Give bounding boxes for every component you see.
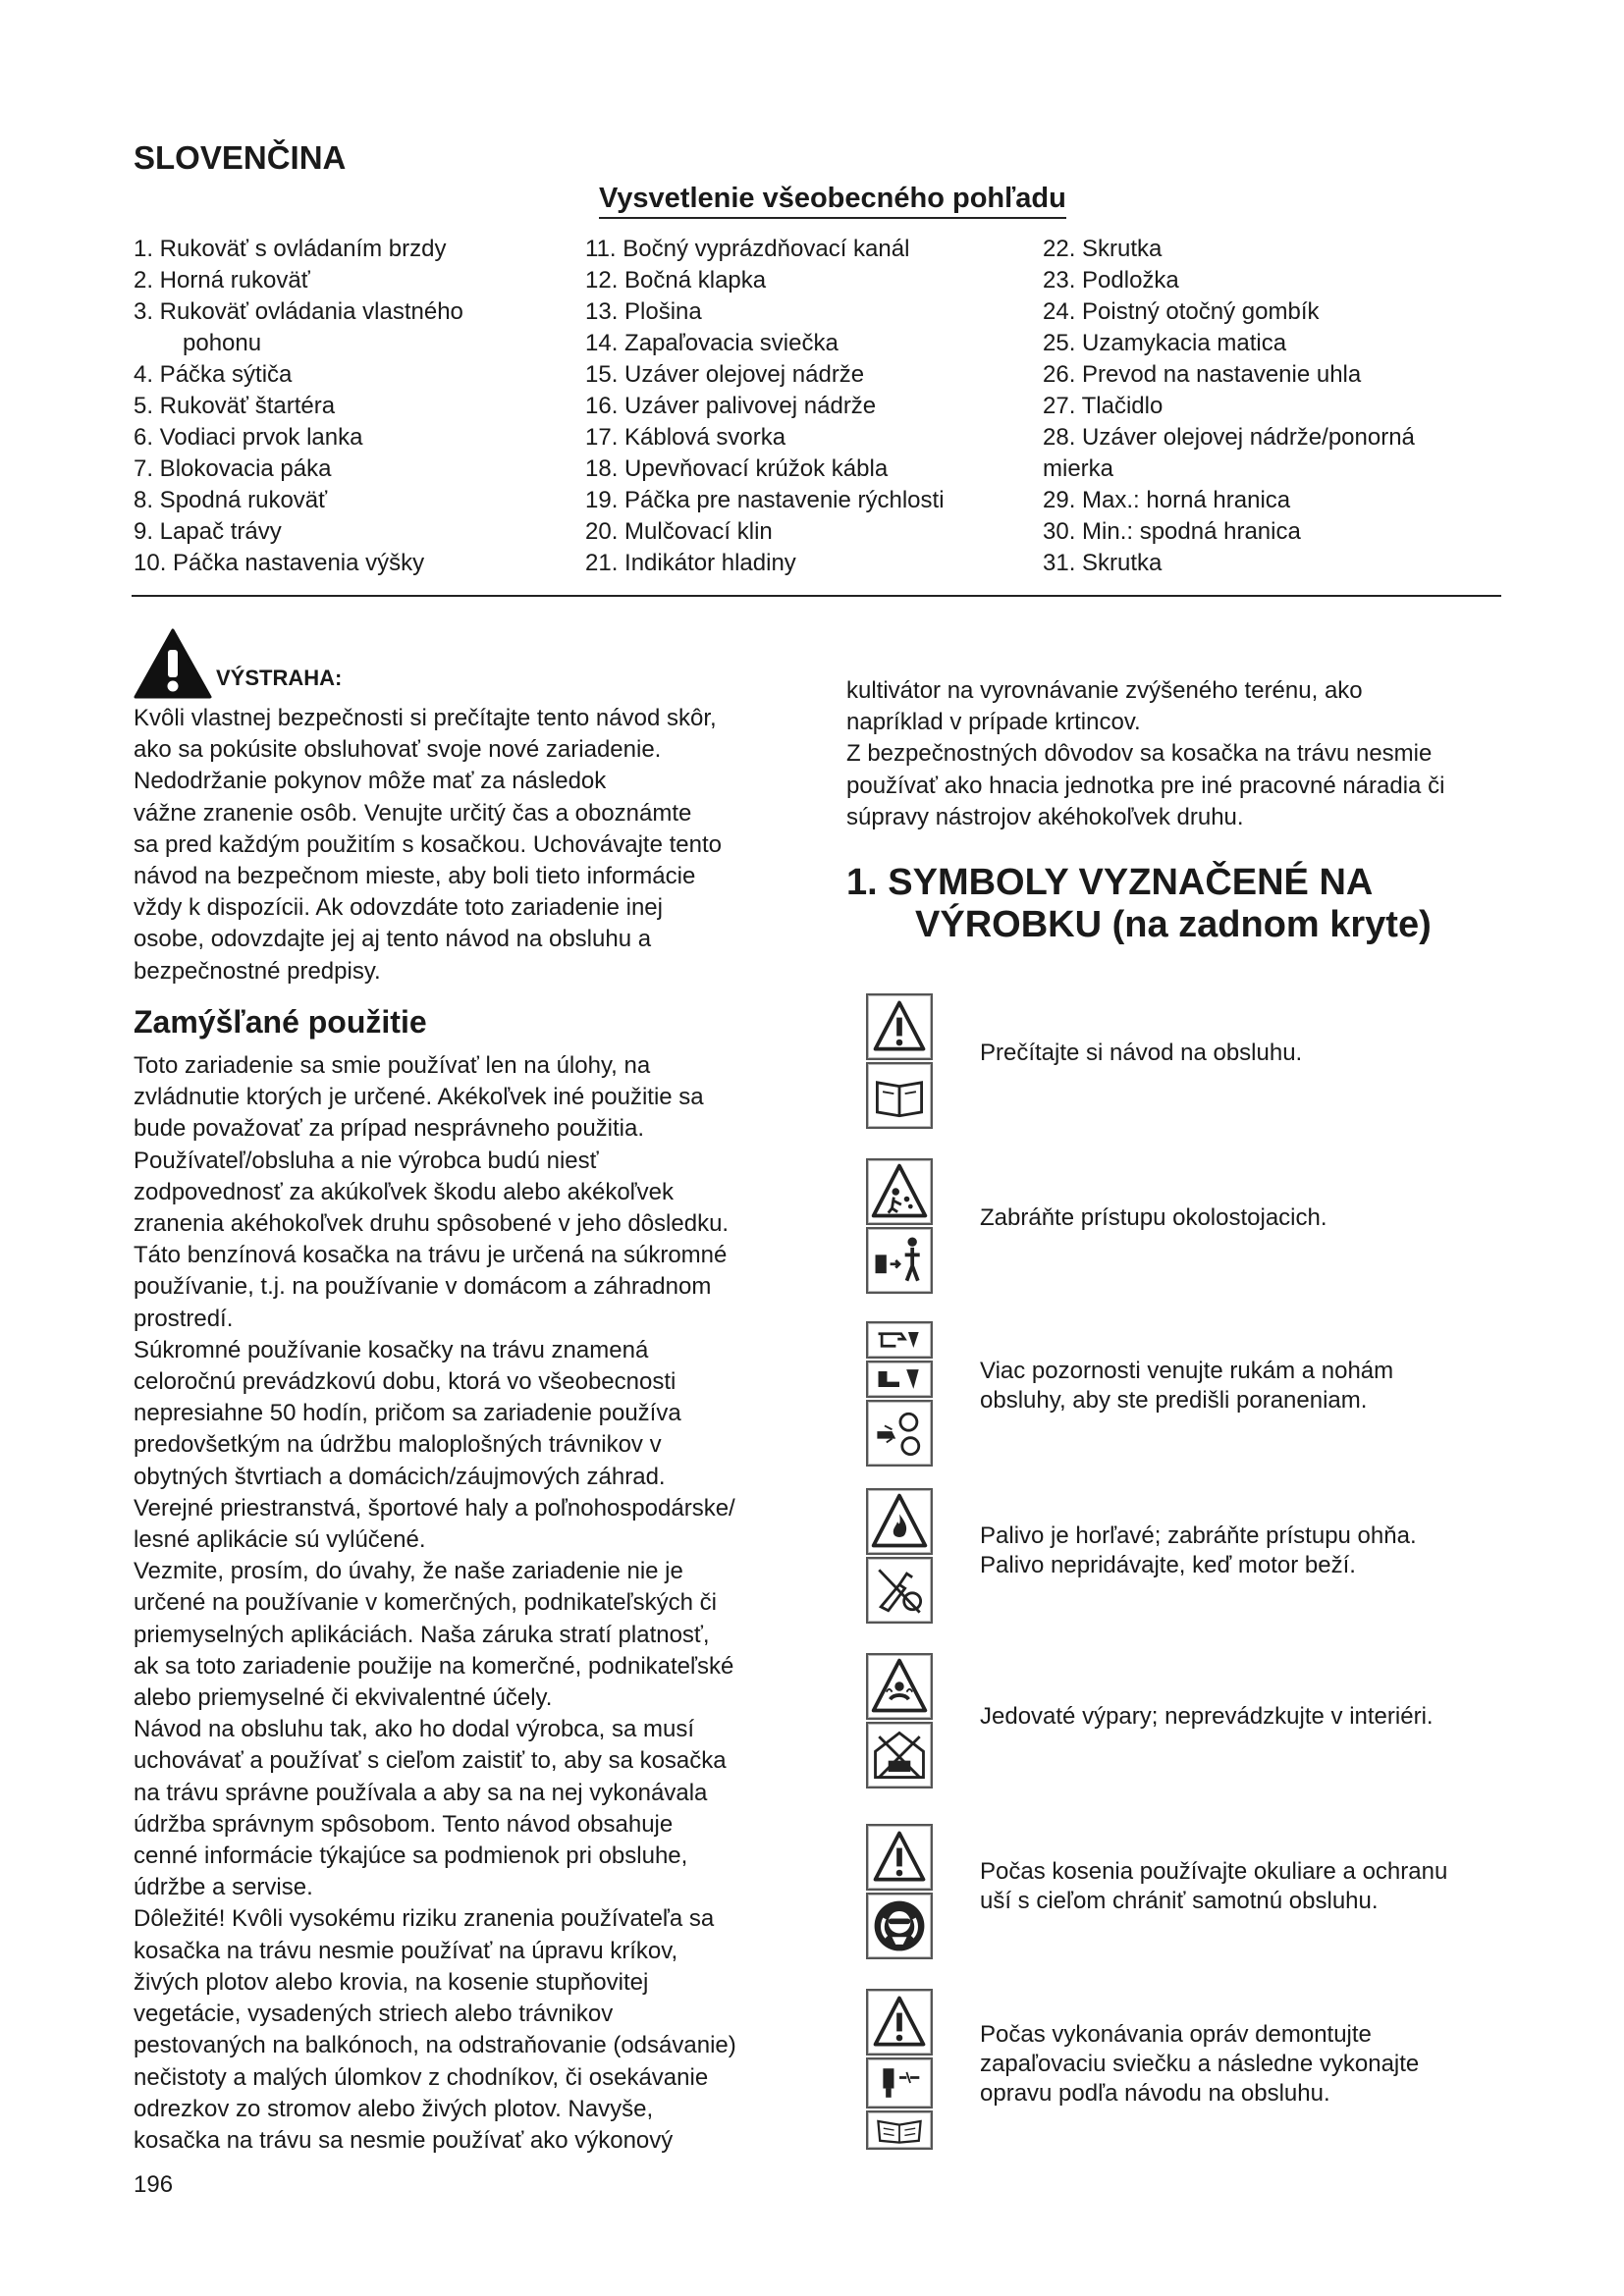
text-line: zvládnutie ktorých je určené. Akékoľvek iné použitie sa (134, 1084, 704, 1111)
part-item: 22. Skrutka (1043, 236, 1163, 262)
text-line: Viac pozornosti venujte rukám a nohám (980, 1358, 1394, 1384)
text-line: živých plotov alebo krovia, na kosenie stupňovitej (134, 1968, 649, 1996)
page-number: 196 (134, 2171, 174, 2198)
part-item: 31. Skrutka (1043, 550, 1163, 576)
part-item: 15. Uzáver olejovej nádrže (585, 361, 865, 388)
language-heading: SLOVENČINA (134, 139, 347, 176)
parts-list-title: Vysvetlenie všeobecného pohľadu (599, 183, 1066, 219)
part-item: 10. Páčka nastavenia výšky (134, 550, 425, 576)
part-item: 28. Uzáver olejovej nádrže/ponorná (1043, 424, 1415, 451)
text-line: údržbe a servise. (134, 1874, 313, 1901)
warning-triangle-icon (134, 628, 212, 699)
part-item: 27. Tlačidlo (1043, 393, 1164, 419)
text-line: kultivátor na vyrovnávanie zvýšeného terénu, ako (846, 677, 1363, 704)
text-line: používanie, t.j. na používanie v domácom a záhradnom (134, 1273, 712, 1301)
symbol-description (980, 1857, 1510, 1916)
text-line: Počas vykonávania opráv demontujte (980, 2021, 1372, 2048)
text-line: predovšetkým na údržbu maloplošných trávnikov v (134, 1431, 662, 1459)
part-item: 25. Uzamykacia matica (1043, 330, 1287, 356)
text-line: údržba správnym spôsobom. Tento návod obsahuje (134, 1810, 674, 1838)
text-line: Kvôli vlastnej bezpečnosti si prečítajte tento návod skôr, (134, 705, 717, 731)
text-line: obsluhy, aby ste predišli poraneniam. (980, 1387, 1368, 1414)
continued-text (846, 675, 1514, 833)
text-line: vegetácie, vysadených striech alebo trávnikov (134, 2001, 614, 2028)
no-refuel-running-icon (866, 1557, 933, 1624)
part-item: pohonu (183, 330, 262, 356)
text-line: Palivo nepridávajte, keď motor beží. (980, 1552, 1356, 1578)
no-indoor-operation-icon (866, 1722, 933, 1789)
text-line: Nedodržanie pokynov môže mať za následok (134, 768, 607, 795)
text-line: Verejné priestranstvá, športové haly a poľnohospodárske/ (134, 1494, 735, 1522)
text-line: Vezmite, prosím, do úvahy, že naše zariadenie nie je (134, 1558, 683, 1585)
part-item: 21. Indikátor hladiny (585, 550, 796, 576)
text-line: súpravy nástrojov akéhokoľvek druhu. (846, 803, 1244, 830)
text-line: Z bezpečnostných dôvodov sa kosačka na trávu nesmie (846, 740, 1433, 768)
text-line: návod na bezpečnom mieste, aby boli tieto informácie (134, 863, 696, 890)
text-line: napríklad v prípade krtincov. (846, 709, 1141, 736)
parts-column-2 (585, 234, 945, 579)
symbol-description (980, 1357, 1510, 1415)
text-line: Súkromné používanie kosačky na trávu znamená (134, 1336, 649, 1363)
symbol-description (980, 1203, 1510, 1233)
text-line: vždy k dispozícii. Ak odovzdáte toto zariadenie inej (134, 894, 663, 922)
text-line: Jedovaté výpary; neprevádzkujte v interiéri. (980, 1703, 1434, 1730)
part-item: 26. Prevod na nastavenie uhla (1043, 361, 1362, 388)
keep-bystanders-away-icon (866, 1227, 933, 1294)
text-line: odrezkov zo stromov alebo živých plotov. Navyše, (134, 2095, 654, 2122)
warning-header (134, 628, 342, 699)
thrown-object-warning-icon (866, 1158, 933, 1225)
part-item: 19. Páčka pre nastavenie rýchlosti (585, 487, 945, 513)
text-line: Palivo je horľavé; zabráňte prístupu ohňa. (980, 1522, 1417, 1549)
parts-column-3 (1043, 234, 1415, 579)
part-item: 7. Blokovacia páka (134, 455, 332, 482)
intended-use-heading: Zamýšľané použitie (134, 1004, 427, 1040)
manual-book-icon (866, 2110, 933, 2150)
text-line: Prečítajte si návod na obsluhu. (980, 1040, 1303, 1066)
warning-text (134, 703, 801, 988)
toxic-fumes-warning-icon (866, 1653, 933, 1720)
rotating-blade-icon (866, 1400, 933, 1467)
text-line: vážne zranenie osôb. Venujte určitý čas a oboznámte (134, 799, 692, 827)
warning-triangle-icon (866, 993, 933, 1060)
text-line: pestovaných na balkónoch, na odstraňovanie (odsávanie) (134, 2032, 736, 2059)
text-line: celoročnú prevádzkovú dobu, ktorá vo všeobecnosti (134, 1368, 677, 1396)
part-item: 2. Horná rukoväť (134, 267, 310, 294)
text-line: Používateľ/obsluha a nie výrobca budú niesť (134, 1147, 599, 1174)
text-line: bezpečnostné predpisy. (134, 957, 381, 985)
part-item: 4. Páčka sýtiča (134, 361, 293, 388)
text-line: lesné aplikácie sú vylúčené. (134, 1526, 426, 1554)
text-line: určené na používanie v komerčných, podnikateľských či (134, 1589, 717, 1617)
text-line: alebo priemyselné či ekvivalentné účely. (134, 1684, 553, 1712)
text-line: obytných štvrtiach a domácich/záujmových záhrad. (134, 1463, 666, 1490)
text-line: Toto zariadenie sa smie používať len na úlohy, na (134, 1052, 651, 1079)
symbols-heading (846, 862, 1432, 946)
text-line: prostredí. (134, 1305, 234, 1332)
text-line: kosačka na trávu sa nesmie používať ako výkonový (134, 2126, 674, 2154)
part-item: 3. Rukoväť ovládania vlastného (134, 298, 463, 325)
part-item: 30. Min.: spodná hranica (1043, 518, 1301, 545)
symbol-description (980, 1702, 1510, 1732)
text-line: kosačka na trávu nesmie používať na úpravu kríkov, (134, 1937, 678, 1964)
part-item: 8. Spodná rukoväť (134, 487, 328, 513)
symbols-heading-line: VÝROBKU (na zadnom kryte) (915, 904, 1432, 945)
symbol-description (980, 1522, 1510, 1580)
text-line: na trávu správne používala a aby sa na nej vykonávala (134, 1779, 708, 1806)
spark-plug-disconnect-icon (866, 2057, 933, 2109)
foot-blade-icon (866, 1361, 933, 1398)
part-item: 9. Lapač trávy (134, 518, 282, 545)
part-item: mierka (1043, 455, 1114, 482)
text-line: osobe, odovzdajte jej aj tento návod na obsluhu a (134, 926, 652, 953)
text-line: cenné informácie týkajúce sa podmienok pri obsluhe, (134, 1842, 688, 1870)
text-line: používať ako hnacia jednotka pre iné pracovné náradia či (846, 772, 1445, 799)
text-line: priemyselných aplikáciách. Naša záruka stratí platnosť, (134, 1621, 710, 1648)
intended-use-text (134, 1050, 801, 2157)
part-item: 24. Poistný otočný gombík (1043, 298, 1320, 325)
text-line: Zabráňte prístupu okolostojacich. (980, 1204, 1327, 1231)
part-item: 6. Vodiaci prvok lanka (134, 424, 363, 451)
text-line: Táto benzínová kosačka na trávu je určená na súkromné (134, 1242, 728, 1269)
symbols-heading-line: 1. SYMBOLY VYZNAČENÉ NA (846, 862, 1374, 903)
symbol-description (980, 1039, 1510, 1068)
text-line: ak sa toto zariadenie použije na komerčné, podnikateľské (134, 1652, 734, 1680)
text-line: bude považovať za prípad nesprávneho použitia. (134, 1115, 645, 1143)
symbol-description (980, 2020, 1510, 2109)
part-item: 12. Bočná klapka (585, 267, 767, 294)
text-line: uší s cieľom chrániť samotnú obsluhu. (980, 1888, 1379, 1914)
warning-label: VÝSTRAHA: (216, 666, 343, 690)
part-item: 18. Upevňovací krúžok kábla (585, 455, 889, 482)
hand-blade-icon (866, 1321, 933, 1359)
part-item: 11. Bočný vyprázdňovací kanál (585, 236, 910, 262)
text-line: opravu podľa návodu na obsluhu. (980, 2080, 1330, 2107)
manual-book-icon (866, 1062, 933, 1129)
text-line: Dôležité! Kvôli vysokému riziku zranenia používateľa sa (134, 1905, 715, 1933)
text-line: Návod na obsluhu tak, ako ho dodal výrobca, sa musí (134, 1716, 695, 1743)
part-item: 20. Mulčovací klin (585, 518, 773, 545)
part-item: 29. Max.: horná hranica (1043, 487, 1291, 513)
part-item: 23. Podložka (1043, 267, 1179, 294)
text-line: zodpovednosť za akúkoľvek škodu alebo akékoľvek (134, 1178, 675, 1205)
flammable-warning-icon (866, 1488, 933, 1555)
text-line: nečistoty a malých úlomkov z chodníkov, či osekávanie (134, 2063, 709, 2091)
text-line: zranenia akéhokoľvek druhu spôsobené v jeho dôsledku. (134, 1210, 730, 1238)
part-item: 14. Zapaľovacia sviečka (585, 330, 839, 356)
eye-ear-protection-icon (866, 1893, 933, 1959)
text-line: uchovávať a používať s cieľom zaistiť to, aby sa kosačka (134, 1747, 727, 1775)
text-line: Počas kosenia používajte okuliare a ochranu (980, 1858, 1448, 1885)
warning-triangle-icon (866, 1824, 933, 1891)
part-item: 17. Káblová svorka (585, 424, 786, 451)
section-divider (132, 595, 1501, 597)
text-line: zapaľovaciu sviečku a následne vykonajte (980, 2051, 1420, 2077)
parts-column-1 (134, 234, 463, 579)
text-line: nepresiahne 50 hodín, pričom sa zariadenie používa (134, 1400, 681, 1427)
part-item: 16. Uzáver palivovej nádrže (585, 393, 877, 419)
part-item: 5. Rukoväť štartéra (134, 393, 336, 419)
warning-triangle-icon (866, 1989, 933, 2056)
text-line: ako sa pokúsite obsluhovať svoje nové zariadenie. (134, 736, 662, 764)
part-item: 13. Plošina (585, 298, 702, 325)
text-line: sa pred každým použitím s kosačkou. Uchovávajte tento (134, 830, 722, 858)
part-item: 1. Rukoväť s ovládaním brzdy (134, 236, 447, 262)
